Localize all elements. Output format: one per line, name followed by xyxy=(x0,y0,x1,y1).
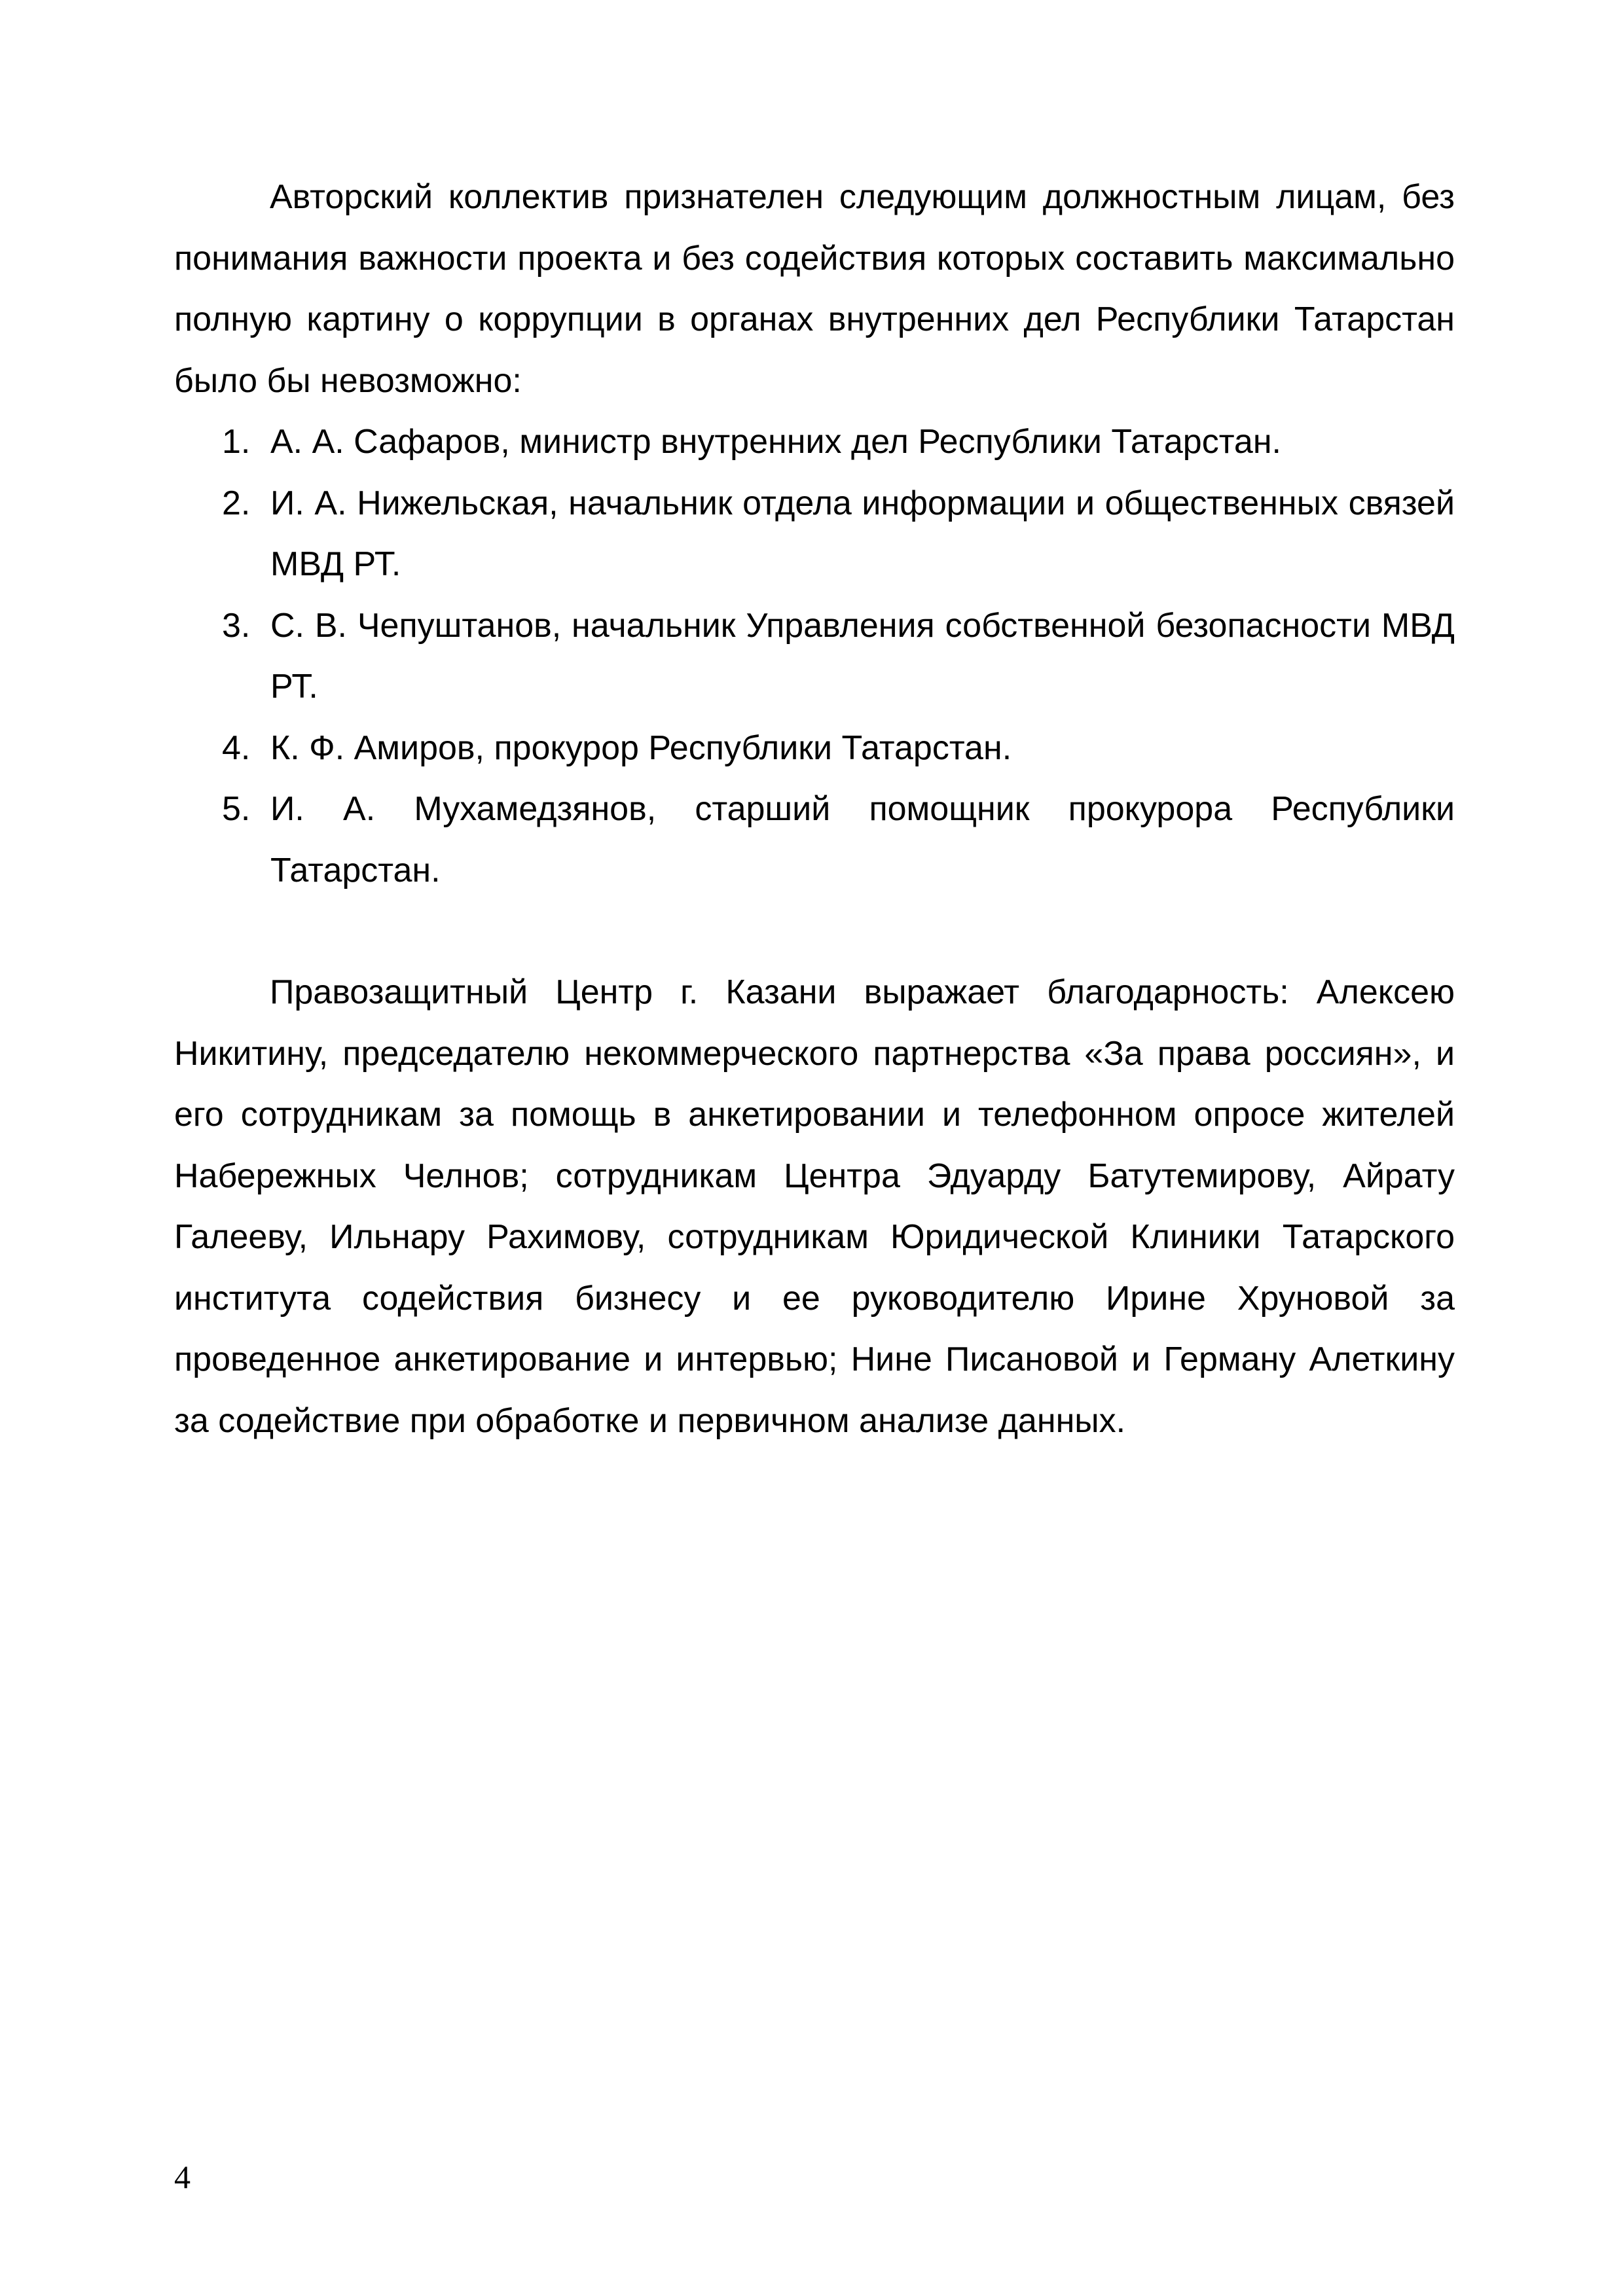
list-item-number: 2. xyxy=(222,484,251,522)
list-item-number: 5. xyxy=(222,790,251,828)
list-item-text: И. А. Мухамедзянов, старший помощник прокурора Республики Татарстан. xyxy=(270,790,1455,889)
page-content xyxy=(174,167,1455,1452)
list-item xyxy=(174,412,1455,473)
list-item xyxy=(174,596,1455,718)
list-item xyxy=(174,718,1455,780)
list-item xyxy=(174,473,1455,596)
intro-paragraph: Авторский коллектив признателен следующим должностным лицам, без понимания важности проекта и без содействия которых составить максимально полную картину о коррупции в органах внутренних дел Республики Татарстан было бы невозможно: xyxy=(174,178,1455,400)
list-item-number: 3. xyxy=(222,606,251,645)
list-item-text: А. А. Сафаров, министр внутренних дел Республики Татарстан. xyxy=(270,423,1282,461)
list-item-number: 1. xyxy=(222,423,251,461)
list-item-number: 4. xyxy=(222,728,251,767)
page-number: 4 xyxy=(174,2159,191,2195)
list-item-text: И. А. Нижельская, начальник отдела информации и общественных связей МВД РТ. xyxy=(270,484,1455,583)
officials-list xyxy=(174,412,1455,901)
paragraph-gap xyxy=(174,901,1455,962)
acknowledgement-paragraph: Правозащитный Центр г. Казани выражает благодарность: Алексею Никитину, председателю некоммерческого партнерства «За права россиян», и его сотрудникам за помощь в анкетировании и телефонном опросе жителей Набережных Челнов; сотрудникам Центра Эдуарду Батутемирову, Айрату Галееву, Ильнару Рахимову, сотрудникам Юридической Клиники Татарского института содействия бизнесу и ее руководителю Ирине Хруновой за проведенное анкетирование и интервью; Нине Писановой и Герману Алеткину за содействие при обработке и первичном анализе данных. xyxy=(174,973,1455,1440)
list-item-text: К. Ф. Амиров, прокурор Республики Татарстан. xyxy=(270,728,1012,767)
list-item-text: С. В. Чепуштанов, начальник Управления собственной безопасности МВД РТ. xyxy=(270,606,1455,706)
list-item xyxy=(174,779,1455,901)
